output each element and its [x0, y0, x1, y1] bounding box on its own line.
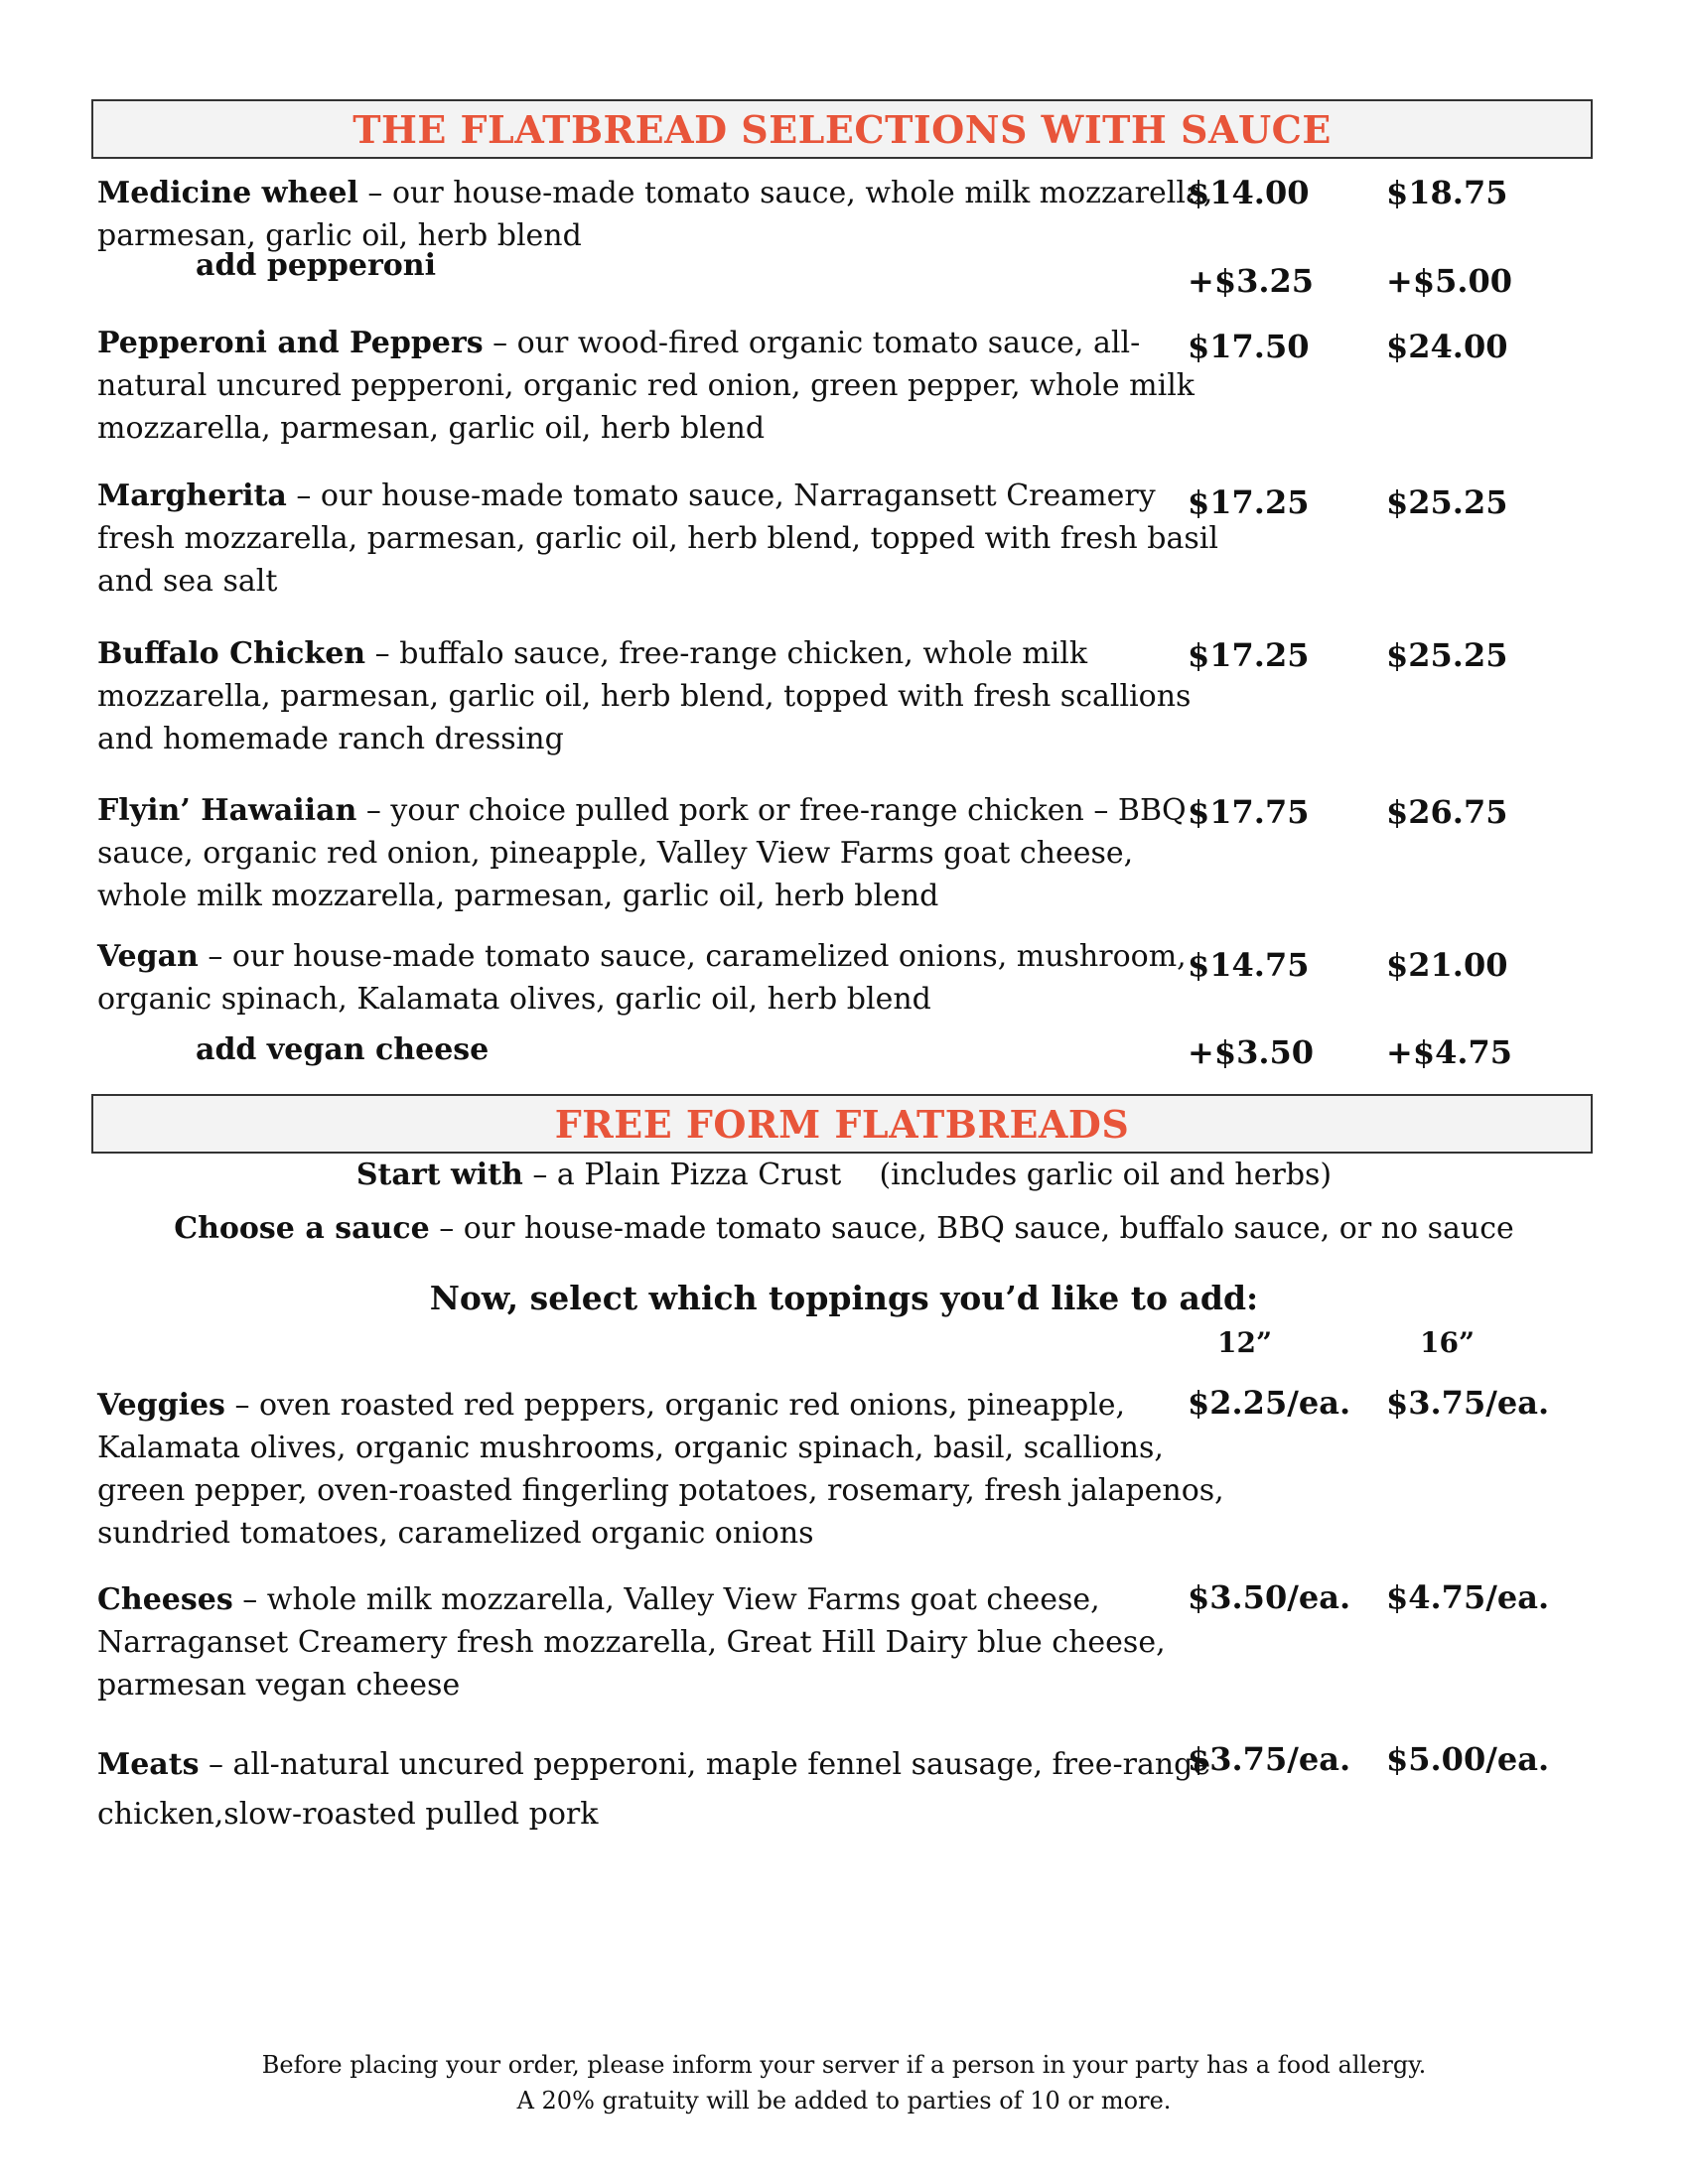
- menu-item-flyin-hawaiian: [97, 789, 1219, 917]
- start-with-line: [0, 1158, 1688, 1192]
- item-description: – oven roasted red peppers, organic red onions, pineapple, Kalamata olives, organic mushrooms, organic spinach, basil, scallions, green pepper, oven-roasted fingerling potatoes, rosemary, fresh jalapenos, sundried tomatoes, caramelized organic onions: [97, 1388, 1224, 1551]
- price-12: $14.75: [1188, 946, 1310, 984]
- section-banner-flatbread-selections: [91, 99, 1593, 159]
- menu-item-cheeses: [97, 1578, 1219, 1706]
- price-12: $14.00: [1188, 174, 1310, 211]
- price-16: $4.75/ea.: [1386, 1578, 1550, 1616]
- price-12: $2.25/ea.: [1188, 1384, 1351, 1422]
- choose-sauce-line: [0, 1211, 1688, 1246]
- size-16-header: 16”: [1420, 1326, 1476, 1359]
- addon-price-16: +$5.00: [1386, 262, 1513, 300]
- price-16: $5.00/ea.: [1386, 1740, 1550, 1778]
- price-16: $21.00: [1386, 946, 1508, 984]
- size-12-header: 12”: [1217, 1326, 1273, 1359]
- start-text: – a Plain Pizza Crust (includes garlic oil and herbs): [522, 1158, 1333, 1192]
- item-description: – our house-made tomato sauce, Narragansett Creamery fresh mozzarella, parmesan, garlic oil, herb blend, topped with fresh basil and sea salt: [97, 478, 1218, 599]
- price-12: $17.50: [1188, 328, 1310, 365]
- sauce-text: – our house-made tomato sauce, BBQ sauce, buffalo sauce, or no sauce: [429, 1211, 1514, 1246]
- menu-item-veggies: [97, 1384, 1249, 1555]
- price-16: $25.25: [1386, 636, 1508, 674]
- item-description: – buffalo sauce, free-range chicken, whole milk mozzarella, parmesan, garlic oil, herb blend, topped with fresh scallions and homemade ranch dressing: [97, 636, 1192, 756]
- addon-price-12: +$3.25: [1188, 262, 1315, 300]
- item-name: Veggies: [97, 1388, 225, 1423]
- allergy-notice: Before placing your order, please inform your server if a person in your party has a food allergy.: [261, 2051, 1427, 2079]
- section-title: FREE FORM FLATBREADS: [554, 1101, 1130, 1147]
- menu-item-buffalo-chicken: [97, 632, 1219, 760]
- menu-item-meats: [97, 1740, 1219, 1840]
- addon-pepperoni: add pepperoni: [196, 248, 436, 283]
- sauce-label: Choose a sauce: [174, 1211, 430, 1246]
- item-description: – all-natural uncured pepperoni, maple fennel sausage, free-range chicken,slow-roasted pulled pork: [97, 1747, 1211, 1832]
- price-16: $25.25: [1386, 483, 1508, 521]
- price-12: $3.50/ea.: [1188, 1578, 1351, 1616]
- addon-price-12: +$3.50: [1188, 1033, 1315, 1071]
- section-banner-free-form: [91, 1094, 1593, 1154]
- price-12: $3.75/ea.: [1188, 1740, 1351, 1778]
- price-12: $17.25: [1188, 636, 1310, 674]
- item-name: Buffalo Chicken: [97, 636, 366, 671]
- price-16: $24.00: [1386, 328, 1508, 365]
- menu-item-pepperoni-and-peppers: [97, 322, 1219, 450]
- menu-item-vegan: [97, 935, 1219, 1021]
- gratuity-notice: A 20% gratuity will be added to parties of 10 or more.: [516, 2087, 1172, 2115]
- price-16: $18.75: [1386, 174, 1508, 211]
- item-description: – your choice pulled pork or free-range chicken – BBQ sauce, organic red onion, pineapple, Valley View Farms goat cheese, whole milk mozzarella, parmesan, garlic oil, herb blend: [97, 793, 1187, 913]
- toppings-heading: Now, select which toppings you’d like to add:: [429, 1279, 1259, 1317]
- price-12: $17.75: [1188, 793, 1310, 831]
- item-name: Meats: [97, 1747, 200, 1782]
- item-name: Flyin’ Hawaiian: [97, 793, 357, 828]
- item-description: – our house-made tomato sauce, whole milk mozzarella, parmesan, garlic oil, herb blend: [97, 176, 1213, 253]
- item-description: – our house-made tomato sauce, caramelized onions, mushroom, organic spinach, Kalamata olives, garlic oil, herb blend: [97, 939, 1187, 1017]
- item-name: Medicine wheel: [97, 176, 358, 210]
- item-name: Cheeses: [97, 1582, 233, 1617]
- item-name: Pepperoni and Peppers: [97, 326, 484, 360]
- addon-vegan-cheese: add vegan cheese: [196, 1032, 490, 1067]
- start-label: Start with: [355, 1158, 523, 1192]
- menu-item-margherita: [97, 475, 1219, 603]
- item-name: Margherita: [97, 478, 287, 513]
- item-description: – whole milk mozzarella, Valley View Farms goat cheese, Narraganset Creamery fresh mozzarella, Great Hill Dairy blue cheese, parmesan vegan cheese: [97, 1582, 1166, 1703]
- price-16: $3.75/ea.: [1386, 1384, 1550, 1422]
- section-title: THE FLATBREAD SELECTIONS WITH SAUCE: [352, 106, 1332, 152]
- addon-price-16: +$4.75: [1386, 1033, 1513, 1071]
- item-description: – our wood-fired organic tomato sauce, all-natural uncured pepperoni, organic red onion, green pepper, whole milk mozzarella, parmesan, garlic oil, herb blend: [97, 326, 1195, 446]
- price-12: $17.25: [1188, 483, 1310, 521]
- menu-item-medicine-wheel: [97, 172, 1219, 257]
- price-16: $26.75: [1386, 793, 1508, 831]
- item-name: Vegan: [97, 939, 199, 974]
